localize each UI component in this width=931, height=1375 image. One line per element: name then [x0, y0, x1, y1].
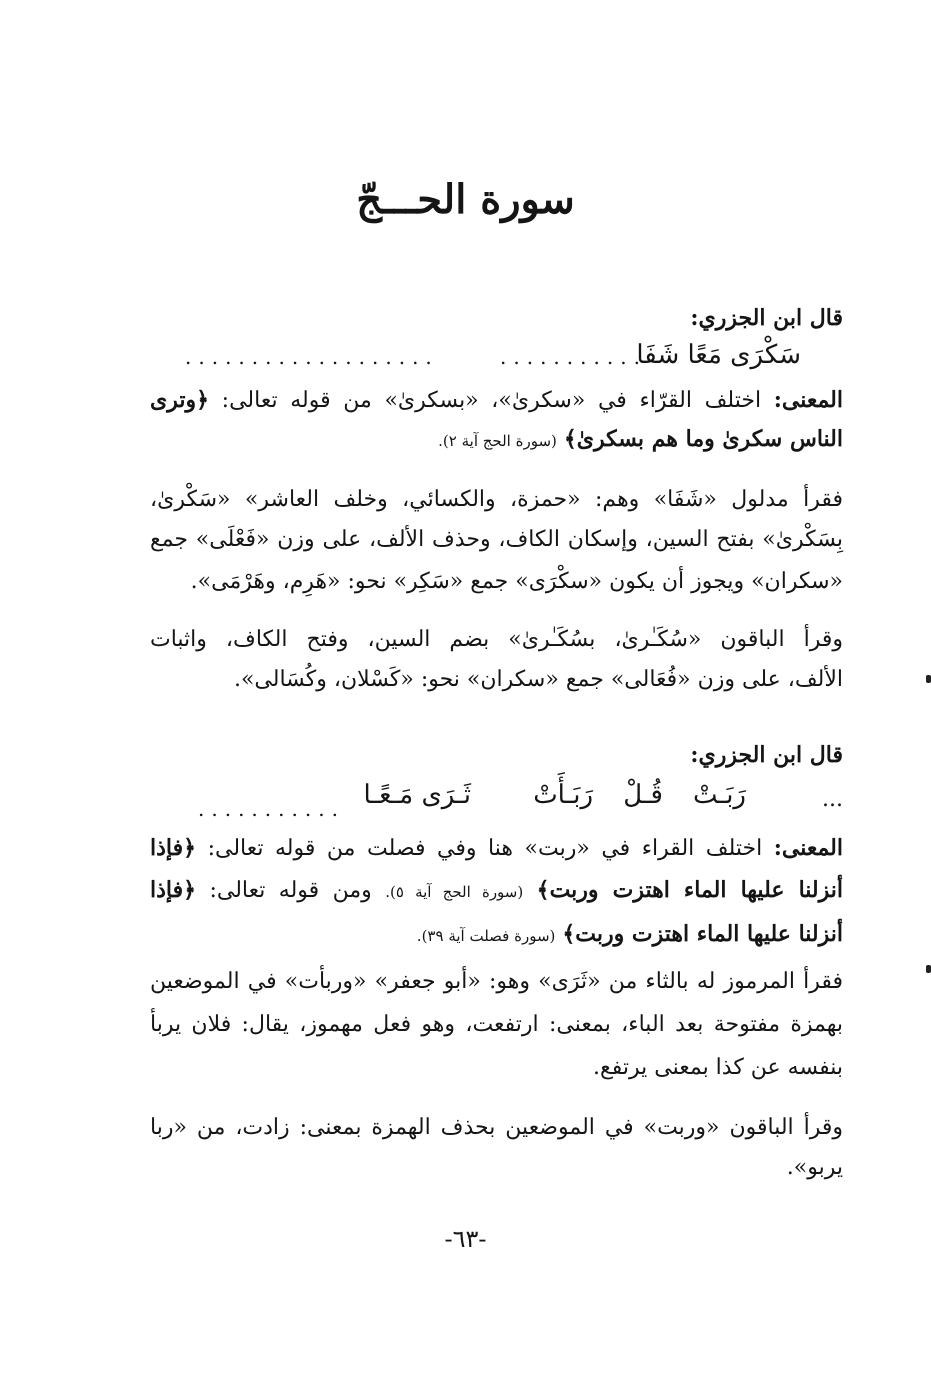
section1-meaning-line-2	[150, 419, 843, 459]
scan-edge-mark	[926, 675, 931, 683]
section1-verse: سَكْرَى مَعًا شَفَا	[636, 340, 801, 370]
section2-p2-line-1: فقرأ المرموز له بالثاء من «ثَرَى» وهو: «أبو جعفر» «وربأت» في الموضعين	[150, 969, 843, 994]
quran-quote: الناس سكرىٰ وما هم بسكرىٰ﴾	[563, 426, 843, 452]
section2-meaning-line-1	[150, 828, 843, 868]
section2-verse-word-3: رَبَـأَتْ	[533, 780, 593, 810]
section2-meaning-line-3	[150, 914, 843, 954]
section2-p3-line-2: يربو».	[786, 1155, 843, 1180]
scan-edge-mark	[926, 965, 931, 973]
section2-heading: قال ابن الجزري:	[690, 742, 843, 768]
surah-reference: (سورة فصلت آية ٣٩).	[416, 927, 556, 945]
section2-verse-word-2: قُـلْ	[623, 780, 663, 810]
section2-verse-word-4: ثَـرَى مَـعًـا	[363, 780, 471, 810]
quran-quote: ﴿فإذا	[150, 835, 197, 861]
section2-p2-line-2: بهمزة مفتوحة بعد الباء، بمعنى: ارتفعت، وهو فعل مهموز، يقال: فلان يربأ	[150, 1012, 843, 1037]
quran-quote: أنزلنا عليها الماء اهتزت وربت﴾	[562, 921, 843, 947]
quran-quote: ﴿وترى	[150, 387, 209, 413]
meaning-text: اختلف القراء في «ربت» هنا وفي فصلت من قوله تعالى:	[207, 836, 763, 861]
surah-reference: (سورة الحج آية ٢).	[438, 432, 557, 450]
page-title: سورة الحـــجّ	[356, 176, 575, 223]
meaning-text: اختلف القرّاء في «سكرىٰ»، «بسكرىٰ» من قوله تعالى:	[221, 388, 762, 413]
section1-p3-line-2: الألف، على وزن «فُعَالى» جمع «سكران» نحو: «كَسْلان، وكُسَالى».	[233, 667, 843, 692]
quran-quote: ﴿فإذا	[150, 877, 197, 903]
section1-p2-line-1: فقرأ مدلول «شَفَا» وهم: «حمزة، والكسائي، وخلف العاشر» «سَكْرىٰ،	[150, 487, 843, 512]
section2-p3-line-1: وقرأ الباقون «وربت» في الموضعين بحذف الهمزة بمعنى: زادت، من «ربا	[150, 1115, 843, 1140]
surah-reference: (سورة الحج آية ٥).	[385, 883, 524, 901]
section1-p2-line-2: بِسَكْرىٰ» بفتح السين، وإسكان الكاف، وحذف الألف، على وزن «فَعْلَى» جمع	[150, 527, 843, 552]
meaning-text: ومن قوله تعالى:	[209, 878, 372, 903]
section1-heading: قال ابن الجزري:	[690, 305, 843, 331]
section1-p2-line-3: «سكران» ويجوز أن يكون «سكْرَى» جمع «سَكِر» نحو: «هَرِم، وهَرْمَى».	[190, 569, 843, 594]
section1-meaning-line-1	[150, 380, 843, 420]
section1-verse-dots-a: ...........	[500, 345, 647, 369]
section2-meaning-line-2	[150, 870, 843, 910]
meaning-label: المعنى:	[773, 387, 843, 413]
section1-p3-line-1: وقرأ الباقون «سُكَـٰرىٰ، بسُكَـٰرىٰ» بضم السين، وفتح الكاف، واثبات	[150, 627, 843, 652]
quran-quote: أنزلنا عليها الماء اهتزت وربت﴾	[536, 877, 843, 903]
page-number: -٦٣-	[444, 1225, 487, 1253]
section2-verse-dots: ...........	[198, 797, 345, 821]
meaning-label: المعنى:	[773, 835, 843, 861]
section2-verse-lead: ...	[822, 787, 843, 812]
section2-p2-line-3: بنفسه عن كذا بمعنى يرتفع.	[593, 1055, 843, 1080]
section1-verse-dots-b: ...................	[185, 345, 439, 369]
section2-verse-word-1: رَبَـتْ	[693, 780, 746, 810]
